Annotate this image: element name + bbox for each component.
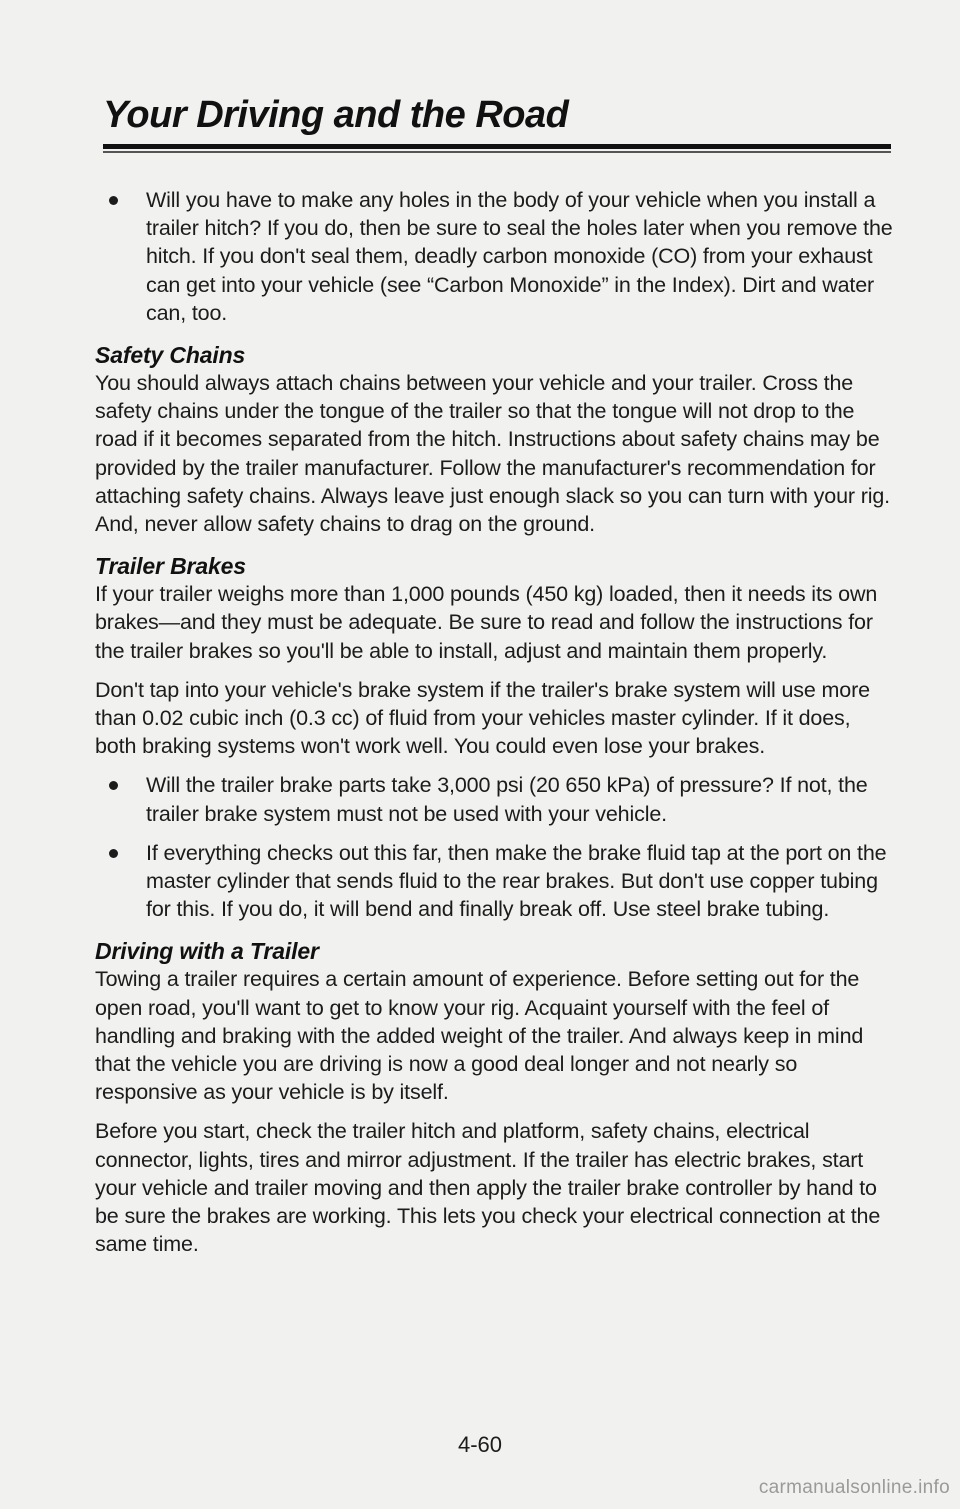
bullet-icon xyxy=(109,196,118,205)
paragraph-safety-chains: You should always attach chains between your vehicle and your trailer. Cross the safety chains under the tongue of the trailer so that the tongue will not drop to the road if it becomes separated from the hitch. Instructions about safety chains may be provided by the trailer manufacturer. Follow the manufacturer's recommendation for attaching safety chains. Always leave just enough slack so you can turn with your rig. And, never allow safety chains to drag on the ground. xyxy=(95,371,890,537)
bullet-text: Will you have to make any holes in the body of your vehicle when you install a trailer hitch? If you do, then be sure to seal the holes later when you remove the hitch. If you don't seal them, deadly carbon monoxide (CO) from your exhaust can get into your vehicle (see “Carbon Monoxide” in the Index). Dirt and water can, too. xyxy=(146,188,893,325)
watermark: carmanualsonline.info xyxy=(758,1477,950,1498)
page-title: Your Driving and the Road xyxy=(103,94,569,136)
paragraph-driving-with-trailer-1: Towing a trailer requires a certain amount of experience. Before setting out for the open road, you'll want to get to know your rig. Acquaint yourself with the feel of handling and braking with the added weight of the trailer. And always keep in mind that the vehicle you are driving is now a good deal longer and not nearly so responsive as your vehicle is by itself. xyxy=(95,967,864,1105)
page-content xyxy=(95,186,895,1270)
bullet-item-brake-pressure xyxy=(109,771,895,827)
section-heading-trailer-brakes: Trailer Brakes xyxy=(95,553,246,580)
section-heading-safety-chains: Safety Chains xyxy=(95,342,246,369)
paragraph-trailer-brakes-2: Don't tap into your vehicle's brake system if the trailer's brake system will use more than 0.02 cubic inch (0.3 cc) of fluid from your vehicles master cylinder. If it does, both braking systems won't work well. You could even lose your brakes. xyxy=(95,677,870,759)
bullet-item-hitch-holes xyxy=(109,186,895,327)
bullet-text: If everything checks out this far, then make the brake fluid tap at the port on the master cylinder that sends fluid to the rear brakes. But don't use copper tubing for this. If you do, it will bend and finally break off. Use steel brake tubing. xyxy=(146,840,887,922)
title-rule-thin xyxy=(103,151,891,153)
paragraph-driving-with-trailer-2: Before you start, check the trailer hitch and platform, safety chains, electrical connector, lights, tires and mirror adjustment. If the trailer has electric brakes, start your vehicle and trailer moving and then apply the trailer brake controller by hand to be sure the brakes are working. This lets you check your electrical connection at the same time. xyxy=(95,1119,881,1257)
page-number: 4-60 xyxy=(457,1432,503,1457)
bullet-icon xyxy=(109,781,118,790)
bullet-item-brake-fluid-tap xyxy=(109,839,895,924)
paragraph-trailer-brakes-1: If your trailer weighs more than 1,000 pounds (450 kg) loaded, then it needs its own brakes—and they must be adequate. Be sure to read and follow the instructions for the trailer brakes so you'll be able to install, adjust and maintain them properly. xyxy=(95,582,878,663)
bullet-text: Will the trailer brake parts take 3,000 psi (20 650 kPa) of pressure? If not, the trailer brake system must not be used with your vehicle. xyxy=(146,773,868,826)
section-heading-driving-with-trailer: Driving with a Trailer xyxy=(95,938,319,965)
bullet-icon xyxy=(109,849,118,858)
title-rule xyxy=(103,144,891,149)
